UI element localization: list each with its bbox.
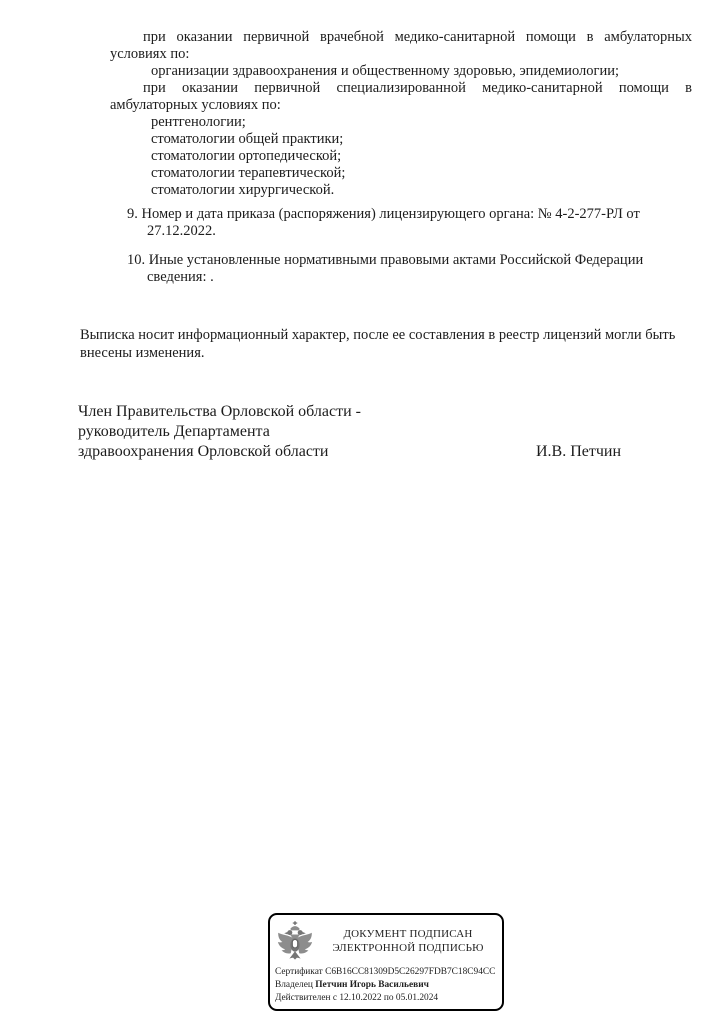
license-activity-item: стоматологии общей практики;: [151, 131, 344, 147]
owner-name: Петчин Игорь Васильевич: [315, 980, 429, 990]
stamp-title: [319, 927, 497, 955]
signatory-title-line-1: Член Правительства Орловской области -: [78, 403, 361, 420]
stamp-title-line-1: ДОКУМЕНТ ПОДПИСАН: [343, 928, 473, 940]
other-info-item: 10. Иные установленные нормативными правовыми актами Российской Федерации сведения: .: [127, 252, 644, 285]
license-activity-item: стоматологии ортопедической;: [151, 148, 342, 164]
certificate-value: C6B16CC81309D5C26297FDB7C18C94CC: [325, 967, 496, 977]
order-number-item: 9. Номер и дата приказа (распоряжения) лицензирующего органа: № 4-2-277-РЛ от 27.12.2022.: [127, 206, 640, 239]
signer-name: И.В. Петчин: [536, 443, 622, 460]
validity-line: Действителен с 12.10.2022 по 05.01.2024: [275, 993, 439, 1003]
license-activity-item: рентгенологии;: [151, 114, 246, 130]
owner-line: [275, 979, 497, 992]
electronic-signature-stamp: [268, 913, 504, 1011]
signature-block: [78, 402, 698, 462]
license-activities-block: [110, 29, 692, 199]
license-scope-paragraph: при оказании первичной врачебной медико-санитарной помощи в амбулаторных условиях по:: [110, 29, 692, 62]
stamp-info: [275, 966, 497, 1005]
signatory-title-line-2: руководитель Департамента: [78, 423, 270, 440]
signatory-title-line-3: здравоохранения Орловской области: [78, 443, 329, 460]
russia-coat-of-arms-icon: [275, 921, 315, 961]
note-paragraph: Выписка носит информационный характер, после ее составления в реестр лицензий могли быть внесены изменения.: [80, 327, 676, 361]
license-activity-item: стоматологии терапевтической;: [151, 165, 346, 181]
license-activity-item: организации здравоохранения и общественному здоровью, эпидемиологии;: [151, 63, 619, 79]
stamp-header: [275, 919, 497, 963]
license-scope-paragraph: при оказании первичной специализированной медико-санитарной помощи в амбулаторных условиях по:: [110, 80, 692, 113]
stamp-title-line-2: ЭЛЕКТРОННОЙ ПОДПИСЬЮ: [332, 942, 484, 954]
owner-label: Владелец: [275, 980, 313, 990]
certificate-line: [275, 966, 497, 979]
certificate-label: Сертификат: [275, 967, 323, 977]
license-activity-item: стоматологии хирургической.: [151, 182, 335, 198]
